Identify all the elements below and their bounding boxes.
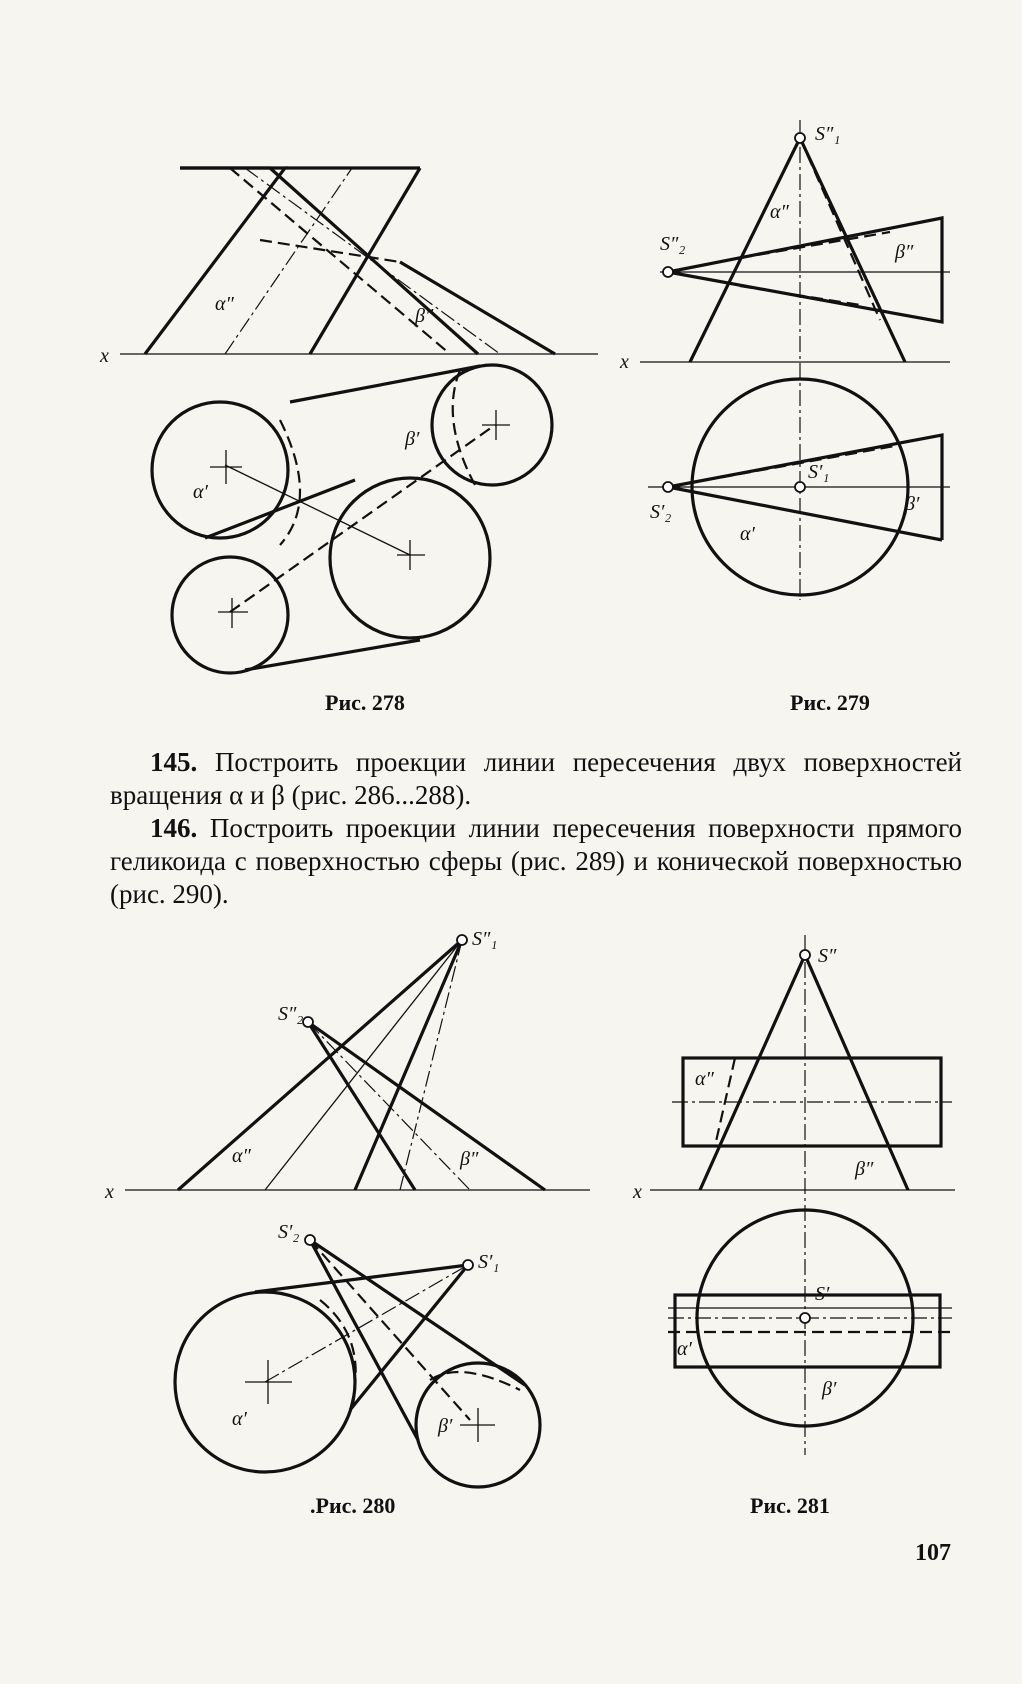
beta-cone-280	[308, 1022, 545, 1190]
s1-2-label-279: S″₁	[815, 123, 841, 145]
alpha-cone-inner-280	[265, 940, 462, 1190]
alpha-tangent-bottom-280	[350, 1265, 468, 1410]
alpha-tangent-bottom-278	[205, 480, 355, 538]
alpha-band-axis-278	[225, 168, 352, 354]
alpha1-label-278: α′	[193, 481, 208, 503]
alpha1-label-280: α′	[232, 1408, 247, 1430]
beta1-label-281: β′	[822, 1378, 837, 1400]
s1-1-label-280: S′₁	[478, 1251, 500, 1273]
beta-cone-left-280	[308, 1022, 415, 1190]
beta2-label-279: β″	[895, 241, 914, 263]
beta2-label-280: β″	[460, 1148, 479, 1170]
s1-plan-point-279	[795, 482, 805, 492]
caption-fig-279: Рис. 279	[790, 690, 870, 715]
beta-plan-bottom-279	[668, 487, 942, 540]
s2-point-280	[303, 1017, 313, 1027]
s2-plan-point-279	[663, 482, 673, 492]
beta2-label-278: β″	[415, 305, 434, 327]
alpha-band-left-278	[310, 168, 420, 354]
hidden-arc-278	[280, 420, 300, 545]
page-number: 107	[915, 1540, 951, 1566]
x-axis-label-280: x	[105, 1181, 114, 1203]
s-point-281	[800, 950, 810, 960]
x-axis-label-278: x	[100, 345, 109, 367]
beta-axis-280	[308, 1022, 470, 1190]
alpha2-label-280: α″	[232, 1145, 251, 1167]
figure-281	[632, 935, 955, 1455]
problem-145-text: Построить проекции линии пересечения двух поверхностей вращения α и β (рис. 286...288).	[110, 747, 962, 810]
alpha2-label-281: α″	[695, 1068, 714, 1090]
s1-label-281: S′	[815, 1283, 830, 1305]
center-line-278	[225, 465, 410, 555]
s2-1-label-280: S′₂	[278, 1221, 300, 1243]
s2-2-label-279: S″₂	[660, 233, 686, 255]
beta-hidden-top-279	[740, 232, 890, 258]
s2-label-281: S″	[818, 945, 837, 967]
s1-plan-point-280	[463, 1260, 473, 1270]
alpha-tangent-top-278	[290, 366, 480, 402]
beta-band-axis-278	[245, 168, 500, 354]
beta-left-circle-278	[172, 557, 288, 673]
beta-tangent-left-280	[310, 1240, 418, 1440]
caption-fig-278: Рис. 278	[325, 690, 405, 715]
s1-point-279	[795, 133, 805, 143]
problem-145-number: 145.	[150, 747, 198, 777]
s2-1-label-279: S′₂	[650, 501, 672, 523]
alpha-tangent-top-280	[255, 1265, 468, 1292]
alpha1-label-279: α′	[740, 523, 755, 545]
cone-front-281	[700, 955, 908, 1190]
beta-band-278	[180, 168, 478, 354]
alpha2-label-279: α″	[770, 201, 789, 223]
beta1-label-278: β′	[405, 428, 420, 450]
caption-fig-280: .Рис. 280	[310, 1493, 396, 1518]
alpha1-label-281: α′	[677, 1338, 692, 1360]
alpha-cone-280	[178, 940, 462, 1190]
caption-fig-281: Рис. 281	[750, 1493, 830, 1518]
beta2-label-281: β″	[855, 1158, 874, 1180]
problem-146-number: 146.	[150, 813, 198, 843]
s2-2-label-280: S″₂	[278, 1003, 304, 1025]
beta1-label-280: β′	[438, 1415, 453, 1437]
s1-2-label-280: S″₁	[472, 928, 498, 950]
beta1-label-279: β′	[905, 493, 920, 515]
problem-145	[110, 746, 962, 812]
figure-279	[619, 120, 950, 600]
x-axis-label-281: x	[633, 1181, 642, 1203]
cone-front-279	[690, 138, 905, 362]
figure-278	[99, 168, 598, 673]
problem-146	[110, 812, 962, 911]
figure-280	[104, 928, 590, 1487]
s2-plan-point-280	[305, 1235, 315, 1245]
cone-hidden-right-279	[800, 138, 880, 320]
s-plan-point-281	[800, 1313, 810, 1323]
alpha-axis-plan-280	[265, 1265, 468, 1382]
s1-point-280	[457, 935, 467, 945]
alpha2-label-278: α″	[215, 293, 234, 315]
s1-1-label-279: S′₁	[808, 461, 830, 483]
x-axis-label-279: x	[620, 351, 629, 373]
alpha-left-circle-278	[152, 402, 288, 538]
problem-146-text: Построить проекции линии пересечения поверхности прямого геликоида с поверхностью сферы (рис. 289) и конической поверхностью (рис. 290).	[110, 813, 962, 909]
hidden-arc2-278	[453, 370, 475, 485]
s2-point-279	[663, 267, 673, 277]
beta-band-hidden2-278	[260, 240, 400, 262]
beta-cone-279	[668, 218, 942, 322]
